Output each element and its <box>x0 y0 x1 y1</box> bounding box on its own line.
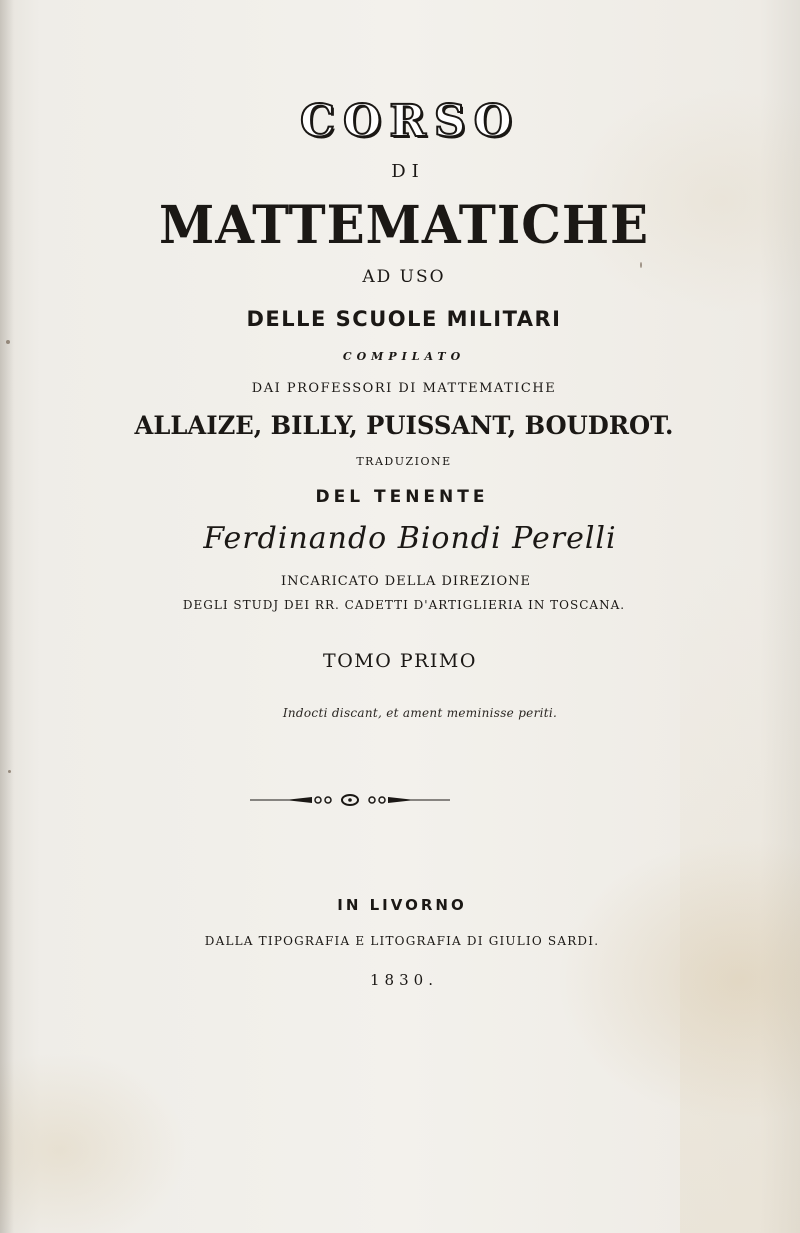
paper-speck <box>640 262 642 268</box>
purpose-text: DELLE SCUOLE MILITARI <box>246 307 562 331</box>
traduzione-text: TRADUZIONE <box>356 455 452 468</box>
translator-name: Ferdinando Biondi Perelli <box>203 521 617 556</box>
paper-speck <box>6 340 10 344</box>
publication-place: IN LIVORNO <box>337 896 467 914</box>
book-title: CORSO <box>299 96 521 147</box>
authors-list: ALLAIZE, BILLY, PUISSANT, BOUDROT. <box>134 411 674 440</box>
translator-role-line-1: INCARICATO DELLA DIREZIONE <box>280 574 532 589</box>
translator-rank: DEL TENENTE <box>315 487 489 507</box>
ad-uso-text: AD USO <box>362 267 446 287</box>
printer-line: DALLA TIPOGRAFIA E LITOGRAFIA DI GIULIO SARDI. <box>204 934 600 948</box>
binding-shadow <box>0 0 14 1233</box>
book-subject: MATTEMATICHE <box>158 195 650 256</box>
motto: Indocti discant, et ament meminisse periti. <box>282 706 558 720</box>
compilato-text: COMPILATO <box>342 350 466 363</box>
translator-role-line-2: DEGLI STUDJ DEI RR. CADETTI D'ARTIGLIERIA IN TOSCANA. <box>182 598 626 612</box>
paper-speck <box>8 770 11 773</box>
title-connector: DI <box>391 161 425 182</box>
by-line: DAI PROFESSORI DI MATTEMATICHE <box>251 381 557 396</box>
publication-year: 1830. <box>370 971 438 989</box>
volume-label: TOMO PRIMO <box>323 650 477 672</box>
ornament-divider-icon <box>250 792 450 808</box>
